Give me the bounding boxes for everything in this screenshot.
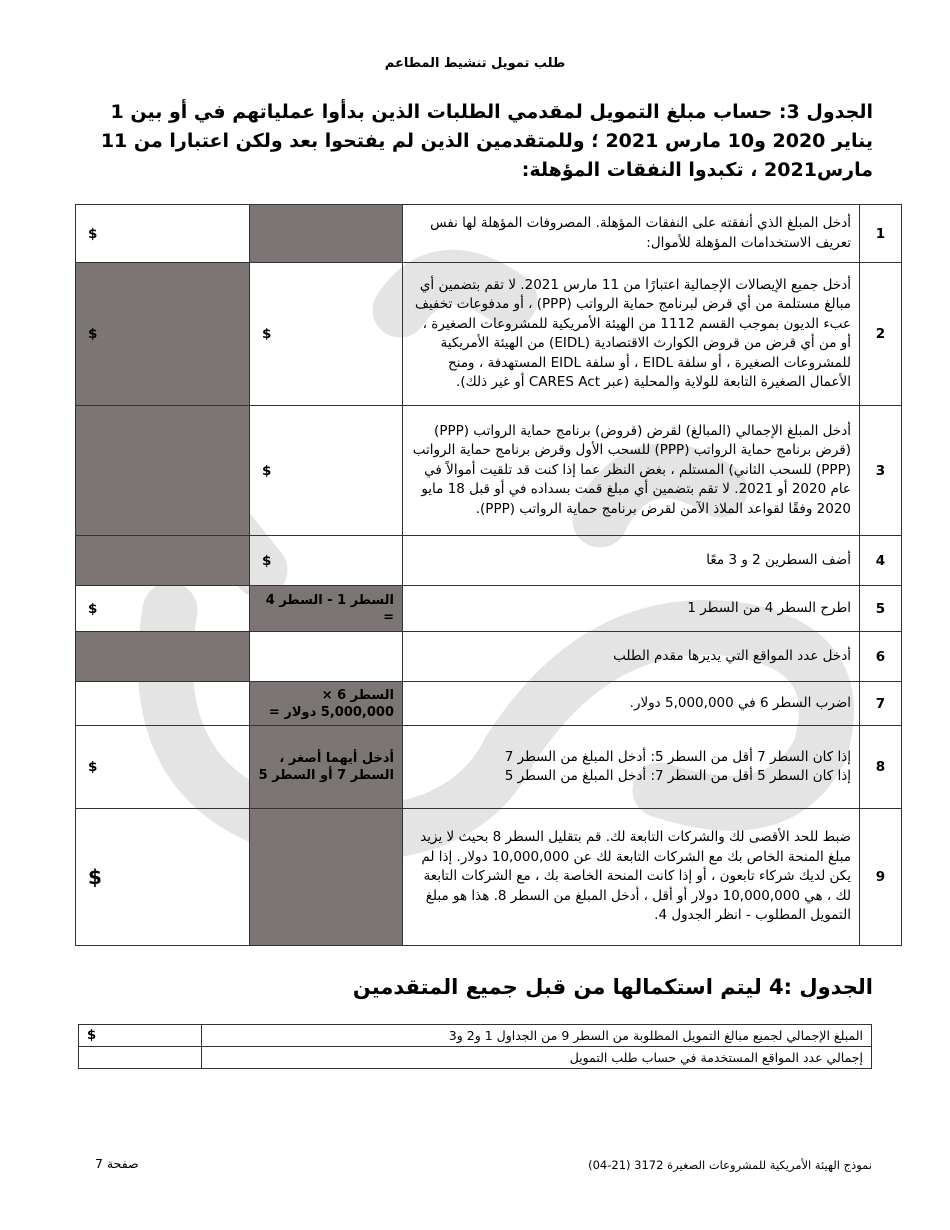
row-value-field[interactable] [79,1047,202,1069]
row-end-cell [76,536,250,586]
row-number: 5 [860,586,902,632]
table-row [76,682,902,726]
row-mid-field[interactable]: $ [250,406,403,536]
table-row [76,205,902,263]
row-number: 8 [860,726,902,809]
row-formula-label: السطر 1 - السطر 4 = [250,586,403,632]
row-description: إذا كان السطر 7 أقل من السطر 5: أدخل المبلغ من السطر 7 إذا كان السطر 5 أقل من السطر 7: أدخل المبلغ من السطر 5 [403,726,860,809]
table4-heading: الجدول :4 ليتم استكمالها من قبل جميع المتقدمين [352,975,873,999]
row-amount-field[interactable] [76,682,250,726]
row-description: اضرب السطر 6 في 5,000,000 دولار. [403,682,860,726]
row-description: اطرح السطر 4 من السطر 1 [403,586,860,632]
row-formula-label: أدخل أيهما أصغر ، السطر 7 أو السطر 5 [250,726,403,809]
table-row [76,536,902,586]
row-end-cell [76,406,250,536]
row-number: 4 [860,536,902,586]
table3-heading: الجدول 3: حساب مبلغ التمويل لمقدمي الطلبات الذين بدأوا عملياتهم في أو بين 1 يناير 2020 و10 مارس 2021 ؛ وللمتقدمين الذين لم يفتحوا بعد ولكن اعتبارا من 11 مارس2021 ، تكبدوا النفقات المؤهلة: [100,101,873,181]
row-mid-field[interactable] [250,632,403,682]
row-description: أدخل المبلغ الإجمالي (المبالغ) لقرض (قروض) برنامج حماية الرواتب (PPP) (قرض برنامج حماية الرواتب (PPP) للسحب الأول وقرض برنامج حماية الرواتب (PPP) للسحب الثاني) المستلم ، بغض النظر عما إذا كنت قد تلقيت أموالاً في عام 2020 أو 2021. لا تقم بتضمين أي مبلغ قمت بسداده في أو قبل 18 مايو 2020 وفقًا لقواعد الملاذ الآمن لقرض برنامج حماية الرواتب (PPP). [403,406,860,536]
row-mid-cell [250,809,403,946]
row-label: إجمالي عدد المواقع المستخدمة في حساب طلب التمويل [202,1047,872,1069]
row-amount-field[interactable]: $ [76,586,250,632]
table3 [75,204,902,946]
row-amount-field[interactable]: $ [76,726,250,809]
table-row [76,632,902,682]
page-header-title: طلب تمويل تنشيط المطاعم [384,56,566,71]
row-amount-field[interactable]: $ [76,205,250,263]
row-number: 7 [860,682,902,726]
row-number: 1 [860,205,902,263]
row-label: المبلغ الإجمالي لجميع مبالغ التمويل المطلوبة من السطر 9 من الجداول 1 و2 و3 [202,1025,872,1047]
row-description: أدخل عدد المواقع التي يديرها مقدم الطلب [403,632,860,682]
page-number: صفحة 7 [95,1156,139,1171]
row-end-cell [76,632,250,682]
table-row [76,406,902,536]
row-description: ضبط للحد الأقصى لك والشركات التابعة لك. قم بتقليل السطر 8 بحيث لا يزيد مبلغ المنحة الخاص بك مع الشركات التابعة لك عن 10,000,000 دولار. إذا لم يكن لديك شركاء تابعون ، أو إذا كانت المنحة الخاصة بك ، مع الشركات التابعة لك ، هي 10,000,000 دولار أو أقل ، أدخل المبلغ من السطر 8. هذا هو مبلغ التمويل المطلوب - انظر الجدول 4. [403,809,860,946]
row-number: 3 [860,406,902,536]
row-mid-field[interactable]: $ [250,263,403,406]
row-number: 9 [860,809,902,946]
row-description: أدخل المبلغ الذي أنفقته على النفقات المؤهلة. المصروفات المؤهلة لها نفس تعريف الاستخدامات المؤهلة للأموال: [403,205,860,263]
row-mid-field[interactable]: $ [250,536,403,586]
row-description: أدخل جميع الإيصالات الإجمالية اعتبارًا من 11 مارس 2021. لا تقم بتضمين أي مبالغ مستلمة من أي قرض لبرنامج حماية الرواتب (PPP) ، أو مدفوعات تخفيف عبء الديون بموجب القسم 1112 من الهيئة الأمريكية للمشروعات الصغيرة ، أو من أي قرض من قروض الكوارث الاقتصادية (EIDL) من الهيئة الأمريكية للمشروعات الصغيرة ، أو سلفة EIDL ، أو سلفة EIDL المستهدفة ، ومنح الأعمال الصغيرة التابعة للولاية والمحلية (عبر CARES Act أو غير ذلك). [403,263,860,406]
table-row [76,263,902,406]
table-row [76,586,902,632]
table-row [79,1047,872,1069]
row-description: أضف السطرين 2 و 3 معًا [403,536,860,586]
row-end-cell: $ [76,263,250,406]
row-mid-cell [250,205,403,263]
table-row [76,809,902,946]
table4 [78,1024,872,1069]
form-identifier: نموذج الهيئة الأمريكية للمشروعات الصغيرة 3172 (21-04) [588,1158,872,1172]
row-number: 6 [860,632,902,682]
table-row [76,726,902,809]
row-formula-label: السطر 6 × 5,000,000 دولار = [250,682,403,726]
table-row [79,1025,872,1047]
row-amount-field[interactable]: $ [76,809,250,946]
row-value-field[interactable]: $ [79,1025,202,1047]
row-number: 2 [860,263,902,406]
